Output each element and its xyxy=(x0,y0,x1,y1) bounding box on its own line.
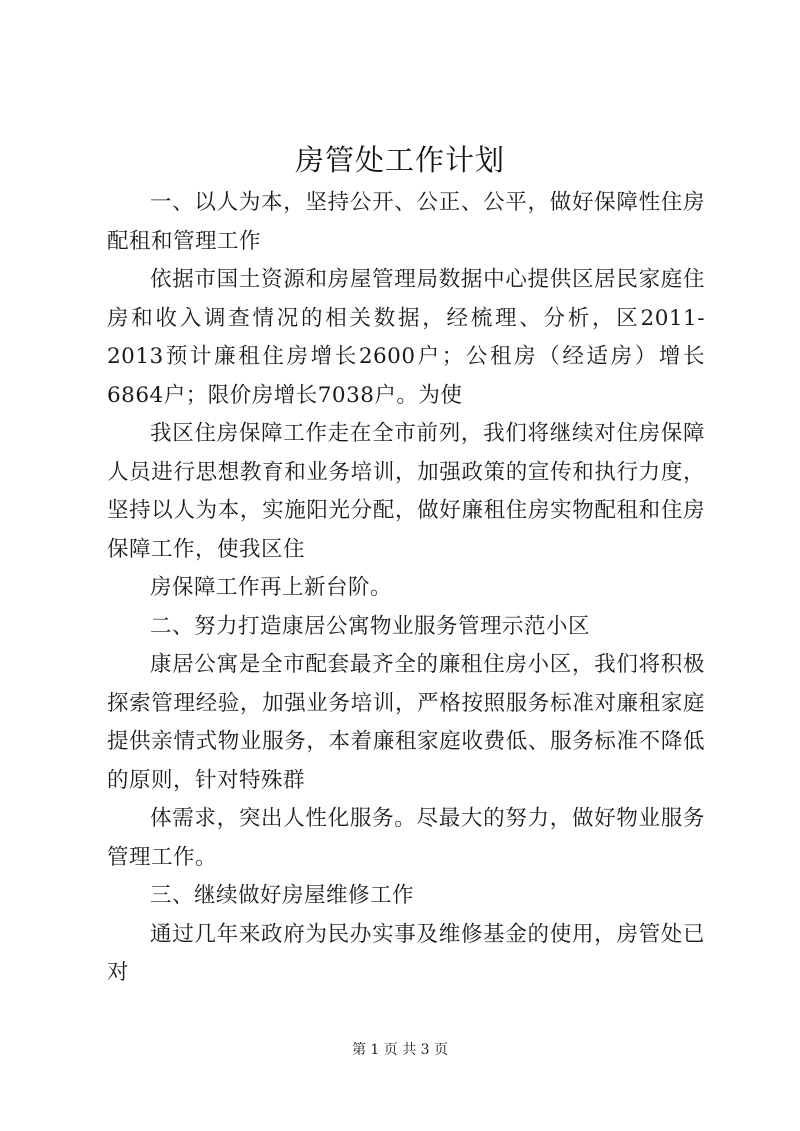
section-heading-1: 一、以人为本，坚持公开、公正、公平，做好保障性住房配租和管理工作 xyxy=(107,190,705,254)
paragraph: 康居公寓是全市配套最齐全的廉租住房小区，我们将积极探索管理经验，加强业务培训，严格按照服务标准对廉租家庭提供亲情式物业服务，本着廉租家庭收费低、服务标准不降低的原则，针对特殊群 xyxy=(107,652,705,793)
paragraph: 通过几年来政府为民办实事及维修基金的使用，房管处已对 xyxy=(107,921,705,985)
page-footer: 第 1 页 共 3 页 xyxy=(351,1042,449,1058)
paragraph: 我区住房保障工作走在全市前列，我们将继续对住房保障人员进行思想教育和业务培训，加强政策的宣传和执行力度，坚持以人为本，实施阳光分配，做好廉租住房实物配租和住房保障工作，使我区住 xyxy=(107,421,705,562)
section-heading-3: 三、继续做好房屋维修工作 xyxy=(150,883,415,908)
paragraph: 依据市国土资源和房屋管理局数据中心提供区居民家庭住房和收入调查情况的相关数据，经梳理、分析，区2011-2013预计廉租住房增长2600户；公租房（经适房）增长6864户；限价房增长7038户。为使 xyxy=(107,267,705,408)
paragraph: 体需求，突出人性化服务。尽最大的努力，做好物业服务管理工作。 xyxy=(107,806,705,870)
document-title: 房管处工作计划 xyxy=(294,143,505,177)
section-heading-2: 二、努力打造康居公寓物业服务管理示范小区 xyxy=(150,613,591,639)
document-body xyxy=(107,184,705,993)
paragraph: 房保障工作再上新台阶。 xyxy=(150,575,393,600)
